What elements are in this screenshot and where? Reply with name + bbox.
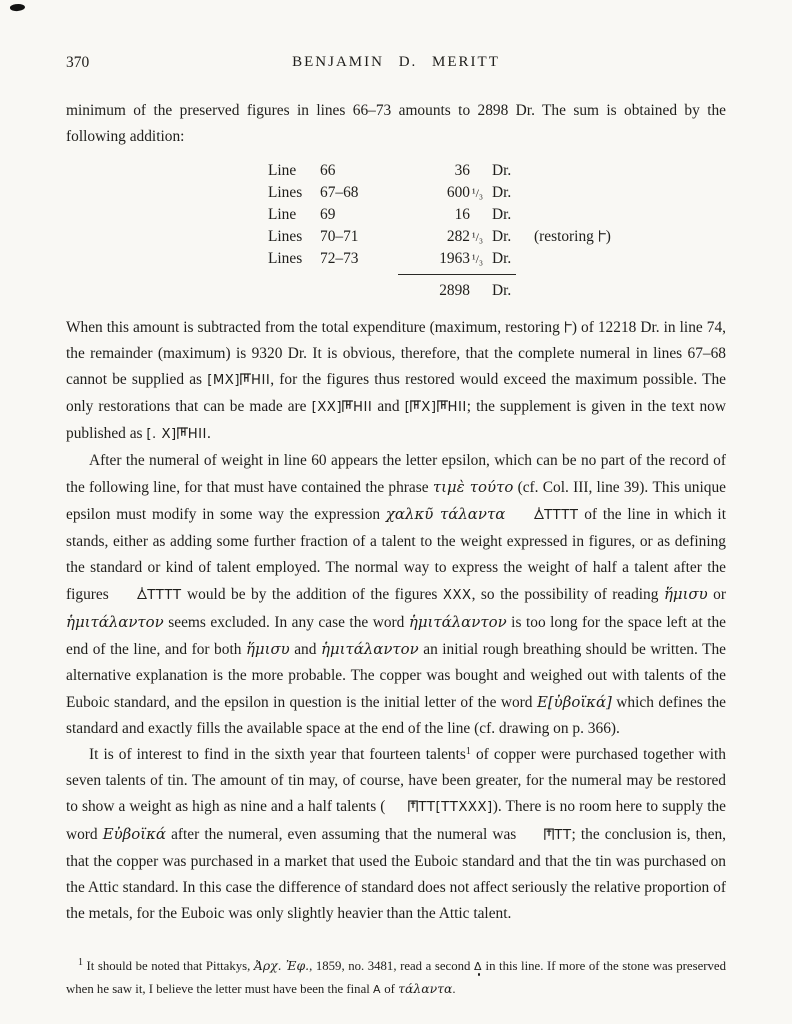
dotted-delta-symbol: Δ <box>473 960 482 973</box>
text-run: in this line. If more of the stone was preserved when he saw it, I believe the letter must have been the final <box>66 959 726 996</box>
text-run: It should be noted that Pittakys, <box>83 959 254 973</box>
unit: Dr. <box>492 250 512 267</box>
greek-italic-text: ἡμιτάλαντον <box>408 613 507 631</box>
text-run: is too long for the space left at the end of the line, and for both <box>66 614 726 658</box>
line-label: Line <box>268 206 297 223</box>
footnote-marker: 1 <box>78 957 83 968</box>
line-range: 69 <box>320 206 336 223</box>
footnote <box>0 955 792 1001</box>
line-label: Lines <box>268 184 303 201</box>
text-run: would be by the addition of the figures <box>181 586 443 603</box>
text-run: ; the conclusion is, then, that the copper was purchased in a market that used the Euboic standard and that the tin was purchased on the Attic standard. In this case the difference of standard does not affect seriously the relative proportion of the metals, for the Euboic was only slightly heavier than the Attic talent. <box>66 826 727 922</box>
addition-table <box>268 160 726 303</box>
page-header <box>0 0 792 76</box>
row-note <box>526 226 611 248</box>
fraction: ¹/₃ <box>472 230 484 244</box>
text-run: ) of 12218 Dr. in line 74, the remainder (maximum) is 9320 Dr. It is obvious, therefore, that the complete numeral in lines 67–68 cannot be supplied as <box>66 319 726 388</box>
drachma-sign-symbol <box>598 230 606 242</box>
epigraphic-numeral-text: ΗΙΙ <box>447 400 467 415</box>
text-run: , 1859, no. 3481, read a second <box>309 959 474 973</box>
paragraph-1 <box>66 98 726 150</box>
epigraphic-numeral-text: [. Χ] <box>146 427 177 442</box>
greek-italic-text: Εὐβοϊκά <box>102 825 166 843</box>
line-range: 72–73 <box>320 250 359 267</box>
paragraph-2 <box>66 315 726 448</box>
text-run: of copper were purchased together with seven talents of tin. The amount of tin may, of course, have been greater, for the numeral may be restored to show a weight as high as nine and a half talents ( <box>66 746 726 815</box>
epigraphic-numeral-text: [ΜΧ] <box>207 373 240 388</box>
text-run: . <box>452 982 456 996</box>
text-run: and <box>289 641 321 658</box>
footnote-marker: 1 <box>465 746 471 757</box>
text-run: (cf. Col. III, line 39). This unique epsilon must modify in some way the expression <box>66 479 726 523</box>
sum-rule <box>398 274 516 275</box>
amount: 282 <box>446 228 470 245</box>
amount: 16 <box>454 206 470 223</box>
line-range: 70–71 <box>320 228 359 245</box>
acrophonic-five-talents-symbol <box>385 800 418 812</box>
total-unit: Dr. <box>492 282 512 299</box>
acrophonic-ten-talents-symbol <box>511 507 544 520</box>
running-head: BENJAMIN D. MERITT <box>292 54 500 70</box>
text-run: of the line in which it stands, either as adding some further fraction of a talent to the weight expressed in figures, or as defining the standard or kind of talent employed. The normal way to express the weight of half a talent after the figures <box>66 506 726 603</box>
total-amount: 2898 <box>439 282 470 299</box>
greek-italic-text: Ε[ὐβοϊκά] <box>536 693 612 711</box>
epigraphic-numeral-text: [ΧΧ] <box>311 400 343 415</box>
epigraphic-numeral-text: ΧΧΧ <box>442 588 472 603</box>
unit: Dr. <box>492 184 512 201</box>
epigraphic-numeral-text: [ <box>404 400 411 415</box>
text-run: When this amount is subtracted from the total expenditure (maximum, restoring <box>66 319 564 336</box>
epigraphic-numeral-text: ΤΤΤΤ <box>544 508 579 523</box>
text-run: ; the supplement is given in the text now published as <box>66 398 726 442</box>
unit: Dr. <box>492 162 512 179</box>
text-run: or <box>707 586 726 603</box>
text-run: after the numeral, even assuming that the numeral was <box>166 826 522 843</box>
acrophonic-five-hundred-symbol <box>410 400 421 412</box>
line-label: Lines <box>268 228 303 245</box>
greek-italic-text: ἥμισυ <box>663 585 708 603</box>
acrophonic-five-hundred-symbol <box>437 400 448 412</box>
greek-italic-text: τιμὲ τούτο <box>432 478 514 496</box>
acrophonic-five-talents-symbol <box>521 828 554 840</box>
amount: 600 <box>446 184 470 201</box>
line-range: 66 <box>320 162 336 179</box>
unit: Dr. <box>492 228 512 245</box>
amount: 1963 <box>439 250 470 267</box>
line-label: Line <box>268 162 297 179</box>
greek-italic-text: Ἀρχ. Ἐφ. <box>253 958 310 973</box>
text-run: . <box>206 425 211 442</box>
drachma-sign-symbol <box>564 321 572 333</box>
paragraph-3 <box>66 448 726 742</box>
body-text <box>0 98 792 927</box>
text-run: and <box>372 398 405 415</box>
amount: 36 <box>454 162 470 179</box>
addition-row <box>268 204 726 226</box>
text-run: seems excluded. In any case the word <box>163 614 409 631</box>
epigraphic-numeral-text: ΤΤΤΤ <box>147 588 182 603</box>
line-range: 67–68 <box>320 184 359 201</box>
greek-italic-text: χαλκῦ τάλαντα <box>385 505 506 523</box>
text-run: After the numeral of weight in line 60 appears the letter epsilon, which can be no part of the record of the following line, for that must have contained the phrase <box>66 452 726 496</box>
text-run: an initial rough breathing should be written. The alternative explanation is the more probable. The copper was bought and weighed out with talents of the Euboic standard, and the epsilon in question is the initial letter of the word <box>66 641 727 711</box>
text-run: which defines the standard and exactly fills the available space at the end of the line (cf. drawing on p. 366). <box>66 694 726 737</box>
greek-italic-text: τάλαντα <box>398 981 453 996</box>
epigraphic-numeral-text: Χ] <box>421 400 437 415</box>
epigraphic-numeral-text: Α <box>373 983 382 996</box>
text-run: , for the figures thus restored would exceed the maximum possible. The only restorations that can be made are <box>66 371 726 415</box>
addition-row <box>268 226 726 248</box>
text-run: , so the possibility of reading <box>471 586 664 603</box>
addition-row <box>268 182 726 204</box>
greek-italic-text: ἡμιτάλαντον <box>66 613 164 631</box>
paragraph-4 <box>66 742 726 927</box>
acrophonic-five-hundred-symbol <box>342 400 353 412</box>
acrophonic-five-hundred-symbol <box>177 427 188 439</box>
epigraphic-numeral-text: ΗΙΙ <box>187 427 207 442</box>
greek-italic-text: ἥμισυ <box>245 640 290 658</box>
fraction: ¹/₃ <box>472 252 484 266</box>
text-run: minimum of the preserved figures in lines 66–73 amounts to 2898 Dr. The sum is obtained by the following addition: <box>66 102 726 145</box>
text-run: It is of interest to find in the sixth year that fourteen talents <box>89 746 466 763</box>
epigraphic-numeral-text: ΗΙΙ <box>353 400 373 415</box>
text-run: ) <box>605 228 611 245</box>
greek-italic-text: ἡμιτάλαντον <box>320 640 419 658</box>
addition-row <box>268 160 726 182</box>
text-run: of <box>381 982 399 996</box>
fraction: ¹/₃ <box>472 186 484 200</box>
epigraphic-numeral-text: ΤΤ[ΤΤΧΧΧ] <box>418 800 493 815</box>
total-row <box>268 279 726 303</box>
page-number: 370 <box>66 54 90 71</box>
epigraphic-numeral-text: ΗΙΙ <box>251 373 271 388</box>
acrophonic-ten-talents-symbol <box>114 587 147 600</box>
addition-row <box>268 248 726 270</box>
acrophonic-five-hundred-symbol <box>240 373 251 385</box>
text-run: ). There is no room here to supply the word <box>66 798 726 843</box>
unit: Dr. <box>492 206 512 223</box>
text-run: (restoring <box>534 228 598 245</box>
epigraphic-numeral-text: ΤΤ <box>554 828 572 843</box>
line-label: Lines <box>268 250 303 267</box>
